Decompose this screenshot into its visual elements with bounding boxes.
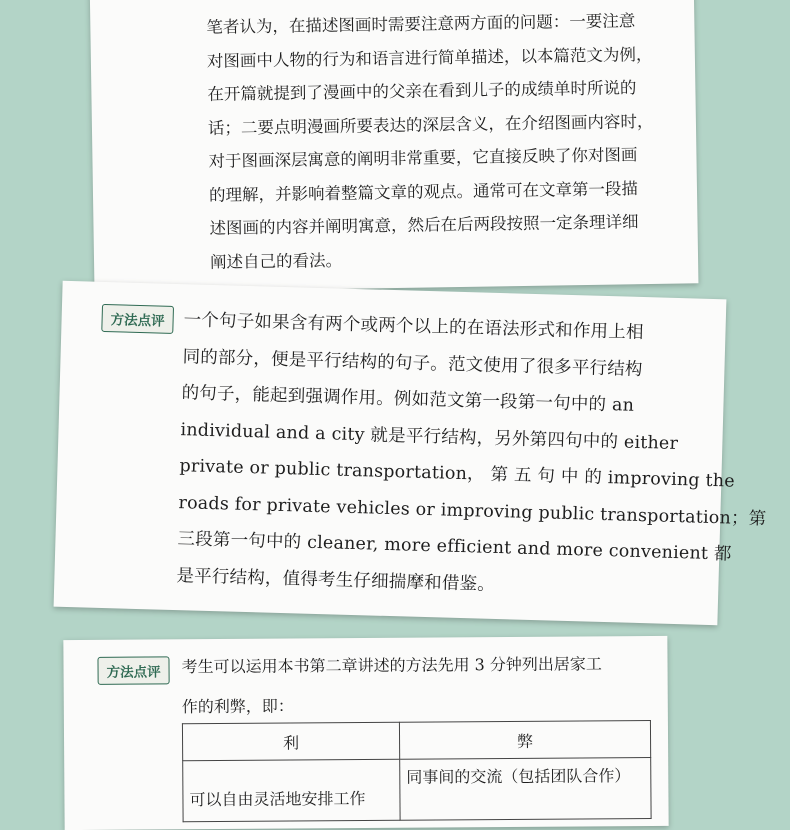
paragraph-line: 是平行结构，值得考生仔细揣摩和借鉴。 [176, 565, 496, 595]
paragraph-line: 在开篇就提到了漫画中的父亲在看到儿子的成绩单时所说的 [207, 78, 637, 104]
paragraph-line: 的理解，并影响着整篇文章的观点。通常可在文章第一段描 [208, 178, 639, 205]
paragraph-line: 阐述自己的看法。 [209, 250, 343, 272]
method-comment-card-bottom [63, 636, 668, 830]
cons-header: 弊 [399, 721, 650, 760]
paragraph-line: roads for private vehicles or improving public transportation；第 [178, 492, 767, 530]
paragraph-line: individual and a city 就是平行结构，另外第四句中的 either [180, 419, 679, 454]
paragraph-line: private or public transportation， 第 五 句 中 的 improving the [179, 456, 736, 492]
pros-header: 利 [182, 722, 399, 761]
text-card-top [90, 0, 699, 293]
paragraph-line: 笔者认为，在描述图画时需要注意两方面的问题：一要注意 [206, 11, 636, 37]
paragraph-line: 同的部分，便是平行结构的句子。范文使用了很多平行结构 [182, 346, 643, 380]
paragraph-line: 对图画中人物的行为和语言进行简单描述，以本篇范文为例， [206, 44, 653, 71]
paragraph-line: 话；二要点明漫画所要表达的深层含义，在介绍图画内容时， [207, 111, 654, 138]
method-comment-card [54, 281, 767, 625]
paragraph-line: 述图画的内容并阐明寓意，然后在后两段按照一定条理详细 [209, 212, 639, 238]
method-comment-tag: 方法点评 [101, 304, 174, 334]
paragraph-line: 一个句子如果含有两个或两个以上的在语法形式和作用上相 [183, 310, 644, 344]
pros-cons-table [182, 720, 652, 822]
method-comment-tag: 方法点评 [97, 656, 169, 685]
paragraph-line: 考生可以运用本书第二章讲述的方法先用 3 分钟列出居家工 [181, 654, 602, 677]
paragraph-line: 三段第一句中的 cleaner, more efficient and more convenient 都 [177, 529, 732, 565]
cons-cell: 同事间的交流（包括团队合作） [400, 758, 651, 821]
table-header-row [182, 721, 650, 761]
paragraph-line: 的句子，能起到强调作用。例如范文第一段第一句中的 an [181, 383, 635, 416]
pros-cell: 可以自由灵活地安排工作 [183, 759, 400, 822]
paragraph-line: 对于图画深层寓意的阐明非常重要，它直接反映了你对图画 [208, 145, 638, 171]
paragraph-line: 作的利弊，即： [181, 696, 294, 717]
